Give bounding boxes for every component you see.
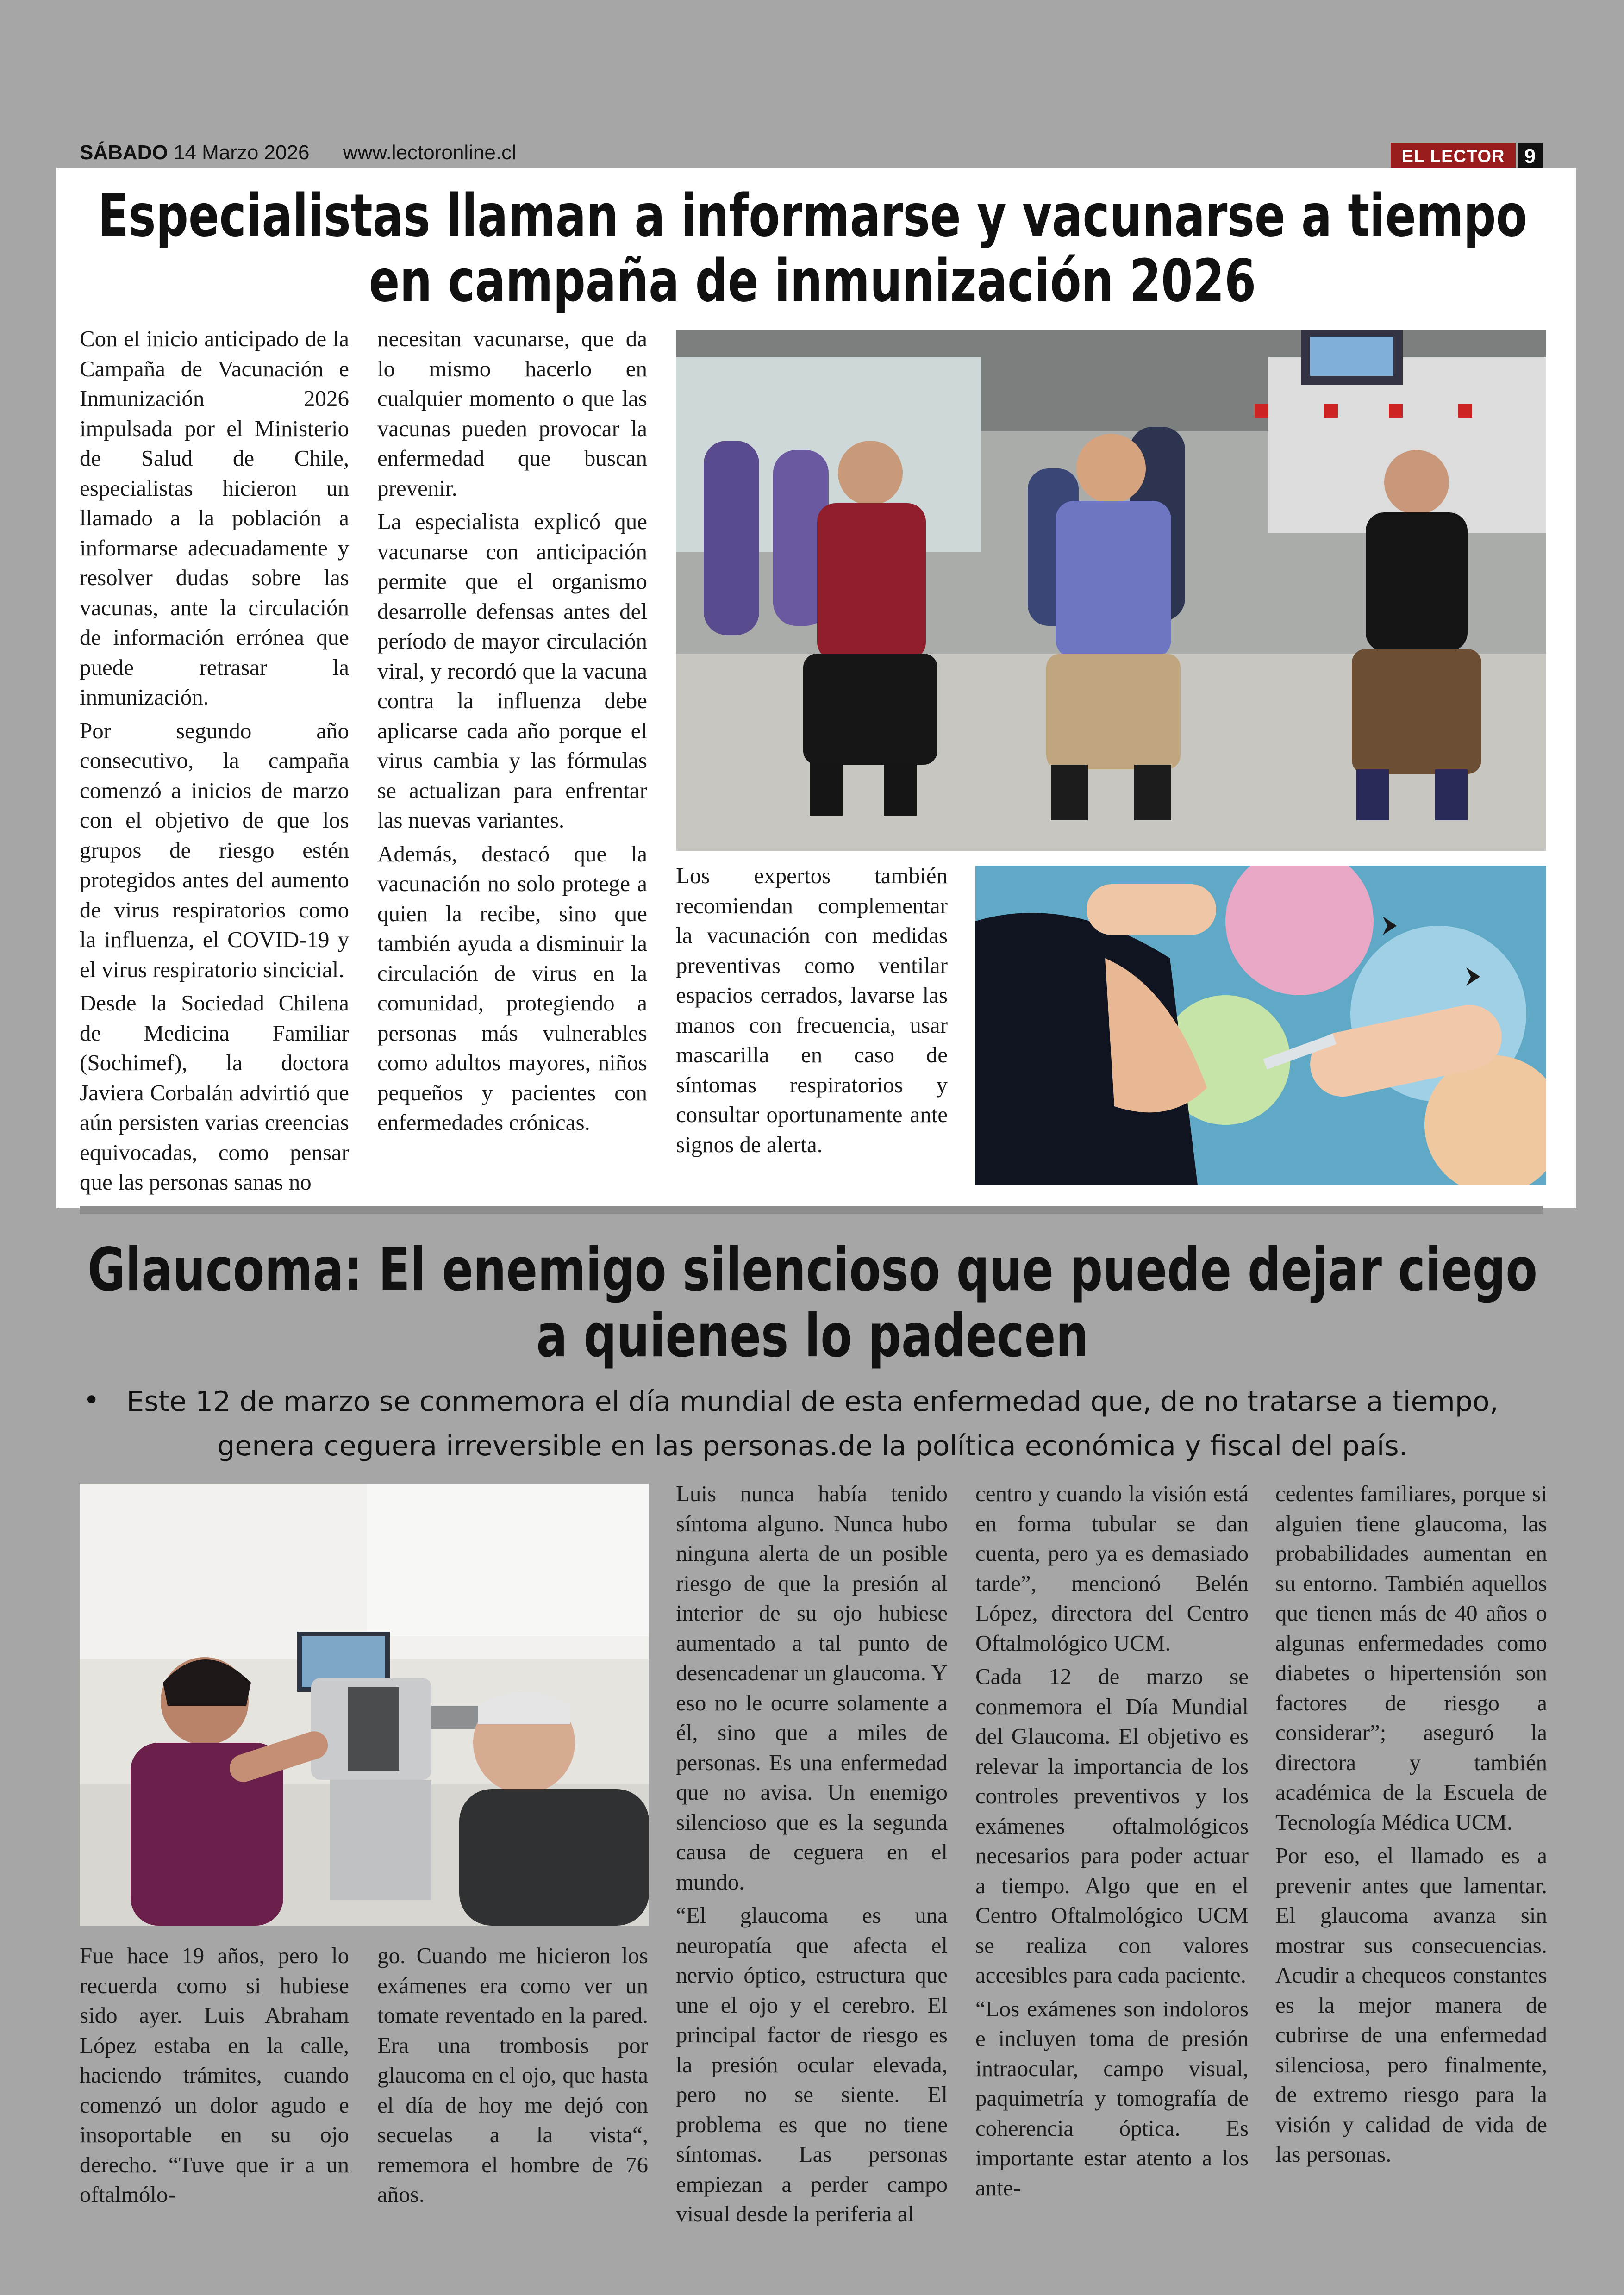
article-glaucoma-column-4 [975, 1479, 1249, 2207]
eye-exam-photo [80, 1484, 649, 1926]
vaccine-injection-photo [975, 866, 1546, 1185]
paragraph: necesitan vacunarse, que da lo mismo hacerlo en cualquier momento o que las vacunas pueden provocar la enfermedad que buscan prevenir. [377, 326, 647, 501]
paragraph: Desde la Sociedad Chilena de Medicina Familiar (Sochimef), la doctora Javiera Corbalán advirtió que aún persisten varias creencias equivocadas, como pensar que las personas sanas no [80, 990, 349, 1195]
article-glaucoma-subhead: Este 12 de marzo se conmemora el día mundial de esta enfermedad que, de no tratarse a tiempo, genera ceguera irreversible en las personas.de la política económica y fiscal del país. [126, 1385, 1499, 1462]
paragraph: Los expertos también recomiendan complementar la vacunación con medidas preventivas como ventilar espacios cerrados, lavarse las manos con frecuencia, usar mascarilla en caso de síntomas respiratorios y consultar oportunamente ante signos de alerta. [676, 863, 948, 1157]
newspaper-logo: EL LECTOR [1391, 143, 1516, 169]
article-glaucoma-headline: Glaucoma: El enemigo silencioso que puede dejar ciego a quienes lo padecen [87, 1235, 1537, 1371]
header-website: www.lectoronline.cl [343, 141, 516, 164]
article-glaucoma-column-2 [377, 1941, 648, 2214]
article-glaucoma-column-5 [1275, 1479, 1547, 2173]
section-divider [80, 1206, 1543, 1214]
paragraph: Además, destacó que la vacunación no solo protege a quien la recibe, sino que también ayuda a disminuir la circulación de virus en la comunidad, protegiendo a personas más vulnerables como adultos mayores, niños pequeños y pacientes con enfermedades crónicas. [377, 841, 647, 1135]
paragraph: cedentes familiares, porque si alguien tiene glaucoma, las probabilidades aumentan en su entorno. También aquellos que tienen más de 40 años o algunas enfermedades como diabetes o hipertensión son factores de riesgo a considerar”; aseguró la directora y también académica de la Escuela de Tecnología Médica UCM. [1275, 1481, 1547, 1835]
paragraph: “Los exámenes son indoloros e incluyen toma de presión intraocular, campo visual, paquimetría y tomografía de coherencia óptica. Es importante estar atento a los ante- [975, 1996, 1249, 2201]
paragraph: Fue hace 19 años, pero lo recuerda como si hubiese sido ayer. Luis Abraham López estaba en la calle, haciendo trámites, cuando comenzó un dolor agudo e insoportable en su ojo derecho. “Tuve que ir a un oftalmólo- [80, 1943, 349, 2207]
header-date: 14 Marzo 2026 [173, 141, 310, 164]
paragraph: La especialista explicó que vacunarse con anticipación permite que el organismo desarrolle defensas antes del período de mayor circulación viral, y recordó que la vacuna contra la influenza debe aplicarse cada año porque el virus cambia y las fórmulas se actualizan para enfrentar las nuevas variantes. [377, 509, 647, 833]
article-vaccination-headline: Especialistas llaman a informarse y vacunarse a tiempo en campaña de inmunización 2026 [97, 181, 1528, 315]
paragraph: Por eso, el llamado es a prevenir antes que lamentar. El glaucoma avanza sin mostrar sus consecuencias. Acudir a chequeos constantes es la mejor manera de cubrirse de una enfermedad silenciosa, pero finalmente, de extremo riesgo para la visión y calidad de vida de las personas. [1275, 1843, 1547, 2167]
vaccination-waiting-photo [676, 330, 1546, 851]
paragraph: go. Cuando me hicieron los exámenes era como ver un tomate reventado en la pared. Era una trombosis por glaucoma en el ojo, que hasta el día de hoy me dejó con secuelas a la vista“, rememora el hombre de 76 años. [377, 1943, 648, 2207]
subhead-bullet: • [83, 1384, 100, 1416]
article-glaucoma-column-1 [80, 1941, 349, 2214]
paragraph: “El glaucoma es una neuropatía que afecta el nervio óptico, estructura que une el ojo y el cerebro. El principal factor de riesgo es la presión ocular elevada, pero no se siente. El problema es que no tiene síntomas. Las personas empiezan a perder campo visual desde la periferia al [676, 1902, 948, 2226]
page-header [80, 141, 1543, 170]
paragraph: Por segundo año consecutivo, la campaña comenzó a inicios de marzo con el objetivo de que los grupos de riesgo estén protegidos antes del aumento de virus respiratorios como la influenza, el COVID-19 y el virus respiratorio sincicial. [80, 717, 349, 982]
paragraph: Con el inicio anticipado de la Campaña de Vacunación e Inmunización 2026 impulsada por el Ministerio de Salud de Chile, especialistas hicieron un llamado a la población a informarse adecuadamente y resolver dudas sobre las vacunas, ante la circulación de información errónea que puede retrasar la inmunización. [80, 326, 349, 710]
paragraph: Cada 12 de marzo se conmemora el Día Mundial del Glaucoma. El objetivo es relevar la importancia de los controles preventivos y los exámenes oftalmológicos necesarios para poder actuar a tiempo. Algo que en el Centro Oftalmológico UCM se realiza con valores accesibles para cada paciente. [975, 1664, 1249, 1988]
paragraph: Luis nunca había tenido síntoma alguno. Nunca hubo ninguna alerta de un posible riesgo de que la presión al interior de su ojo hubiese aumentado a tal punto de desencadenar un glaucoma. Y eso no le ocurre solamente a él, sino que a miles de personas. Es una enfermedad que no avisa. Un enemigo silencioso que es la segunda causa de ceguera en el mundo. [676, 1481, 948, 1895]
page-number: 9 [1518, 143, 1543, 169]
paragraph: centro y cuando la visión está en forma tubular se dan cuenta, pero ya es demasiado tarde”, mencionó Belén López, directora del Centro Oftalmológico UCM. [975, 1481, 1249, 1656]
article-vaccination-column-2 [377, 324, 647, 1141]
header-day: SÁBADO [80, 141, 168, 164]
article-glaucoma-column-3 [676, 1479, 948, 2233]
article-vaccination-column-3 [676, 861, 948, 1163]
article-vaccination-column-1 [80, 324, 349, 1201]
